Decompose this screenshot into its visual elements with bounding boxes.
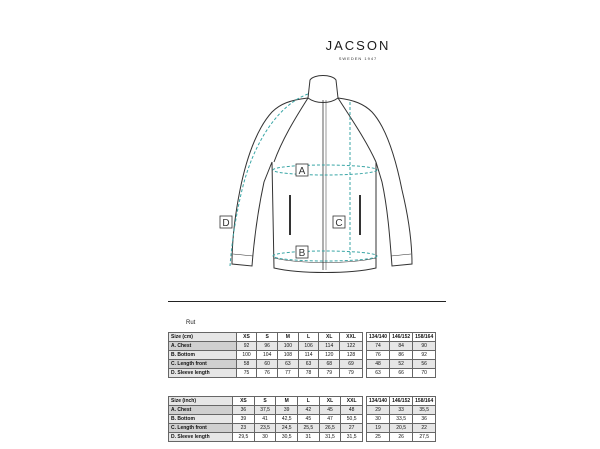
table-cell: 100 <box>278 342 299 351</box>
table-cell: 84 <box>390 342 413 351</box>
table-cell: 58 <box>236 360 257 369</box>
table-header-row <box>169 333 363 342</box>
table-cell: 48 <box>367 360 390 369</box>
table-cell: 63 <box>298 360 319 369</box>
table-header-cell: S <box>254 397 276 406</box>
jacket-collar <box>308 76 338 103</box>
brand-name: JACSON <box>325 38 391 53</box>
table-cell: 92 <box>236 342 257 351</box>
raglan-seam-left <box>274 98 308 162</box>
table-header-cell: XXL <box>341 397 363 406</box>
table-cell: 31 <box>298 433 320 442</box>
svg-text:B: B <box>298 248 306 259</box>
table-cell: 69 <box>340 360 363 369</box>
table-cell: 47 <box>319 415 341 424</box>
table-cell: 50,5 <box>341 415 363 424</box>
table-cell: 42,5 <box>276 415 298 424</box>
table-header-cell: XL <box>319 333 340 342</box>
table-cell: 20,5 <box>390 424 413 433</box>
table-cell: 27 <box>341 424 363 433</box>
table-cell: 41 <box>254 415 276 424</box>
table-cell: 114 <box>319 342 340 351</box>
table-cell: 75 <box>236 369 257 378</box>
table-cell: 30 <box>367 415 390 424</box>
table-cell: 76 <box>367 351 390 360</box>
table-header-cell: 146/152 <box>390 333 413 342</box>
table-cell: 79 <box>340 369 363 378</box>
table-cell: 33 <box>390 406 413 415</box>
table-cell: 68 <box>319 360 340 369</box>
table-cell: 128 <box>340 351 363 360</box>
table-row <box>367 433 436 442</box>
brand-tagline: SWEDEN 1947 <box>338 56 378 61</box>
table-header-cell: Size (inch) <box>169 397 233 406</box>
table-cell: 25 <box>367 433 390 442</box>
table-row <box>169 433 363 442</box>
table-cell: 63 <box>367 369 390 378</box>
table-cell: 39 <box>276 406 298 415</box>
table-cell: 35,5 <box>413 406 436 415</box>
table-cell: 52 <box>390 360 413 369</box>
table-row <box>367 424 436 433</box>
table-row <box>169 415 363 424</box>
table-cell: 37,5 <box>254 406 276 415</box>
label-d <box>220 216 232 229</box>
table-cell: 22 <box>413 424 436 433</box>
table-cell: 31,5 <box>341 433 363 442</box>
table-cell: D. Sleeve length <box>169 369 237 378</box>
table-row <box>169 424 363 433</box>
table-cell: 79 <box>319 369 340 378</box>
table-cell: 29 <box>367 406 390 415</box>
table-cell: 33,5 <box>390 415 413 424</box>
size-table-inch-kids <box>366 396 436 442</box>
table-header-cell: Size (cm) <box>169 333 237 342</box>
table-header-row <box>367 397 436 406</box>
table-cell: 86 <box>390 351 413 360</box>
table-row <box>367 406 436 415</box>
table-cell: 66 <box>390 369 413 378</box>
table-cell: 30 <box>254 433 276 442</box>
svg-text:A: A <box>298 166 306 177</box>
table-cell: 76 <box>257 369 278 378</box>
table-cell: 104 <box>257 351 278 360</box>
table-row <box>169 360 363 369</box>
table-cell: 122 <box>340 342 363 351</box>
table-cell: A. Chest <box>169 342 237 351</box>
label-c <box>333 216 345 229</box>
cuff-left <box>233 254 253 256</box>
table-cell: 39 <box>233 415 255 424</box>
table-cell: 70 <box>413 369 436 378</box>
label-a <box>296 164 308 177</box>
table-cell: 77 <box>278 369 299 378</box>
table-cell: 24,5 <box>276 424 298 433</box>
table-cell: 45 <box>319 406 341 415</box>
svg-text:C: C <box>335 218 343 229</box>
table-cell: 106 <box>298 342 319 351</box>
table-header-cell: 146/152 <box>390 397 413 406</box>
table-cell: 108 <box>278 351 299 360</box>
bottom-measure-line <box>273 251 377 261</box>
table-row <box>169 369 363 378</box>
table-header-row <box>169 397 363 406</box>
table-cell: 63 <box>278 360 299 369</box>
hem-band <box>274 258 376 263</box>
table-cell: 26 <box>390 433 413 442</box>
table-cell: B. Bottom <box>169 415 233 424</box>
table-cell: 74 <box>367 342 390 351</box>
svg-text:D: D <box>222 218 230 229</box>
table-row <box>367 369 436 378</box>
table-cell: 96 <box>257 342 278 351</box>
table-cell: 100 <box>236 351 257 360</box>
table-header-cell: 134/140 <box>367 333 390 342</box>
table-cell: 36 <box>233 406 255 415</box>
table-header-row <box>367 333 436 342</box>
table-cell: 23 <box>233 424 255 433</box>
table-cell: 26,5 <box>319 424 341 433</box>
section-title: Rut <box>186 320 196 326</box>
table-cell: 42 <box>298 406 320 415</box>
table-header-cell: XL <box>319 397 341 406</box>
table-cell: 27,5 <box>413 433 436 442</box>
table-header-cell: L <box>298 333 319 342</box>
jacket-diagram <box>190 70 420 280</box>
table-header-cell: 158/164 <box>413 333 436 342</box>
section-divider <box>168 301 446 302</box>
table-cell: 120 <box>319 351 340 360</box>
table-header-cell: XS <box>233 397 255 406</box>
table-cell: 19 <box>367 424 390 433</box>
table-cell: 45 <box>298 415 320 424</box>
table-cell: 25,5 <box>298 424 320 433</box>
table-cell: 48 <box>341 406 363 415</box>
table-row <box>367 342 436 351</box>
size-table-inch <box>168 396 363 442</box>
table-header-cell: XS <box>236 333 257 342</box>
jacket-body <box>232 98 412 273</box>
table-cell: 23,5 <box>254 424 276 433</box>
table-row <box>367 360 436 369</box>
table-cell: D. Sleeve length <box>169 433 233 442</box>
table-cell: 36 <box>413 415 436 424</box>
table-header-cell: XXL <box>340 333 363 342</box>
table-row <box>367 415 436 424</box>
table-row <box>367 351 436 360</box>
table-cell: 56 <box>413 360 436 369</box>
size-table-cm-kids <box>366 332 436 378</box>
table-cell: 29,5 <box>233 433 255 442</box>
table-cell: C. Length front <box>169 360 237 369</box>
table-row <box>169 342 363 351</box>
table-cell: 60 <box>257 360 278 369</box>
table-cell: 114 <box>298 351 319 360</box>
table-header-cell: M <box>278 333 299 342</box>
cuff-right <box>391 254 411 256</box>
table-cell: 30,5 <box>276 433 298 442</box>
table-header-cell: 134/140 <box>367 397 390 406</box>
chest-measure-line <box>273 165 377 175</box>
table-header-cell: 158/164 <box>413 397 436 406</box>
brand-logo <box>318 38 398 61</box>
table-cell: B. Bottom <box>169 351 237 360</box>
size-table-cm <box>168 332 363 378</box>
table-cell: 90 <box>413 342 436 351</box>
table-cell: C. Length front <box>169 424 233 433</box>
table-row <box>169 351 363 360</box>
table-cell: 92 <box>413 351 436 360</box>
table-cell: 78 <box>298 369 319 378</box>
table-cell: A. Chest <box>169 406 233 415</box>
table-header-cell: L <box>298 397 320 406</box>
table-header-cell: S <box>257 333 278 342</box>
label-b <box>296 246 308 259</box>
table-row <box>169 406 363 415</box>
table-header-cell: M <box>276 397 298 406</box>
raglan-seam-right <box>338 98 376 162</box>
table-cell: 31,5 <box>319 433 341 442</box>
